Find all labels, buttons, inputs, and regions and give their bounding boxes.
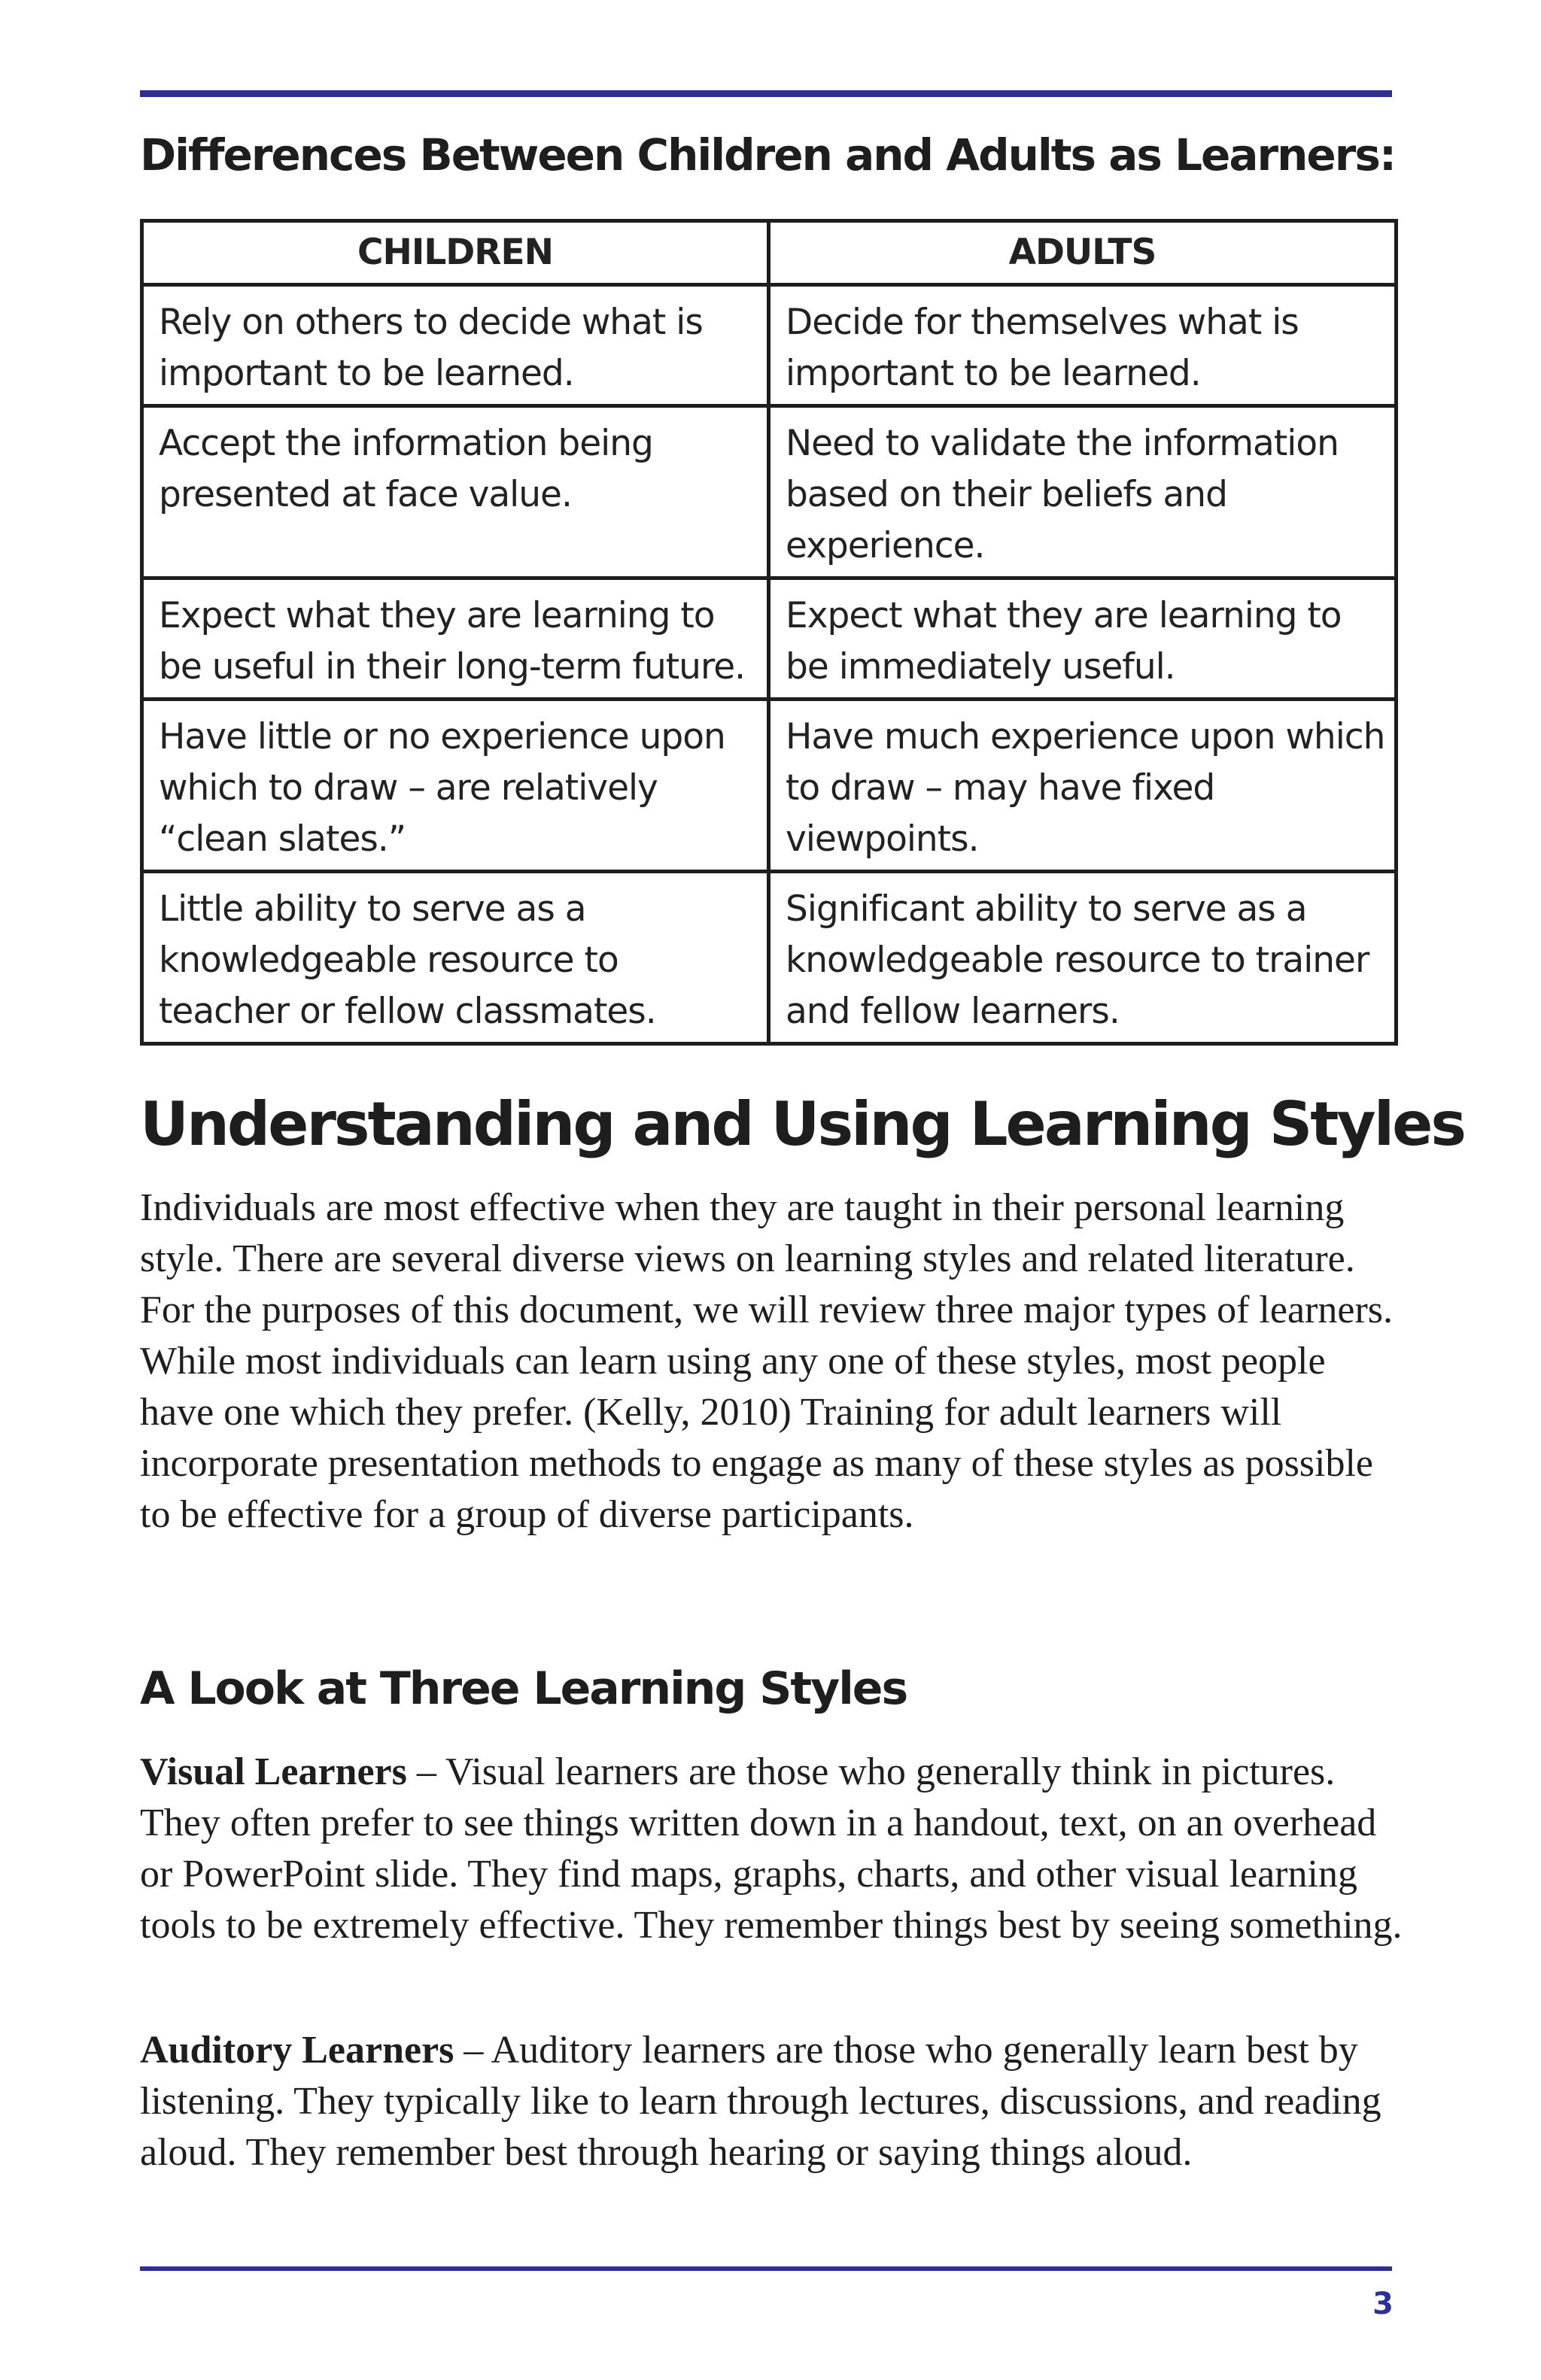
table-cell-adults: Significant ability to serve as a knowledgeable resource to trainer and fellow learners. bbox=[769, 872, 1397, 1044]
table-row bbox=[142, 578, 1397, 700]
top-rule bbox=[140, 90, 1392, 97]
intro-paragraph: Individuals are most effective when they are taught in their personal learning style. There are several diverse views on learning styles and related literature. For the purposes of this document, we will review three major types of learners. While most individuals can learn using any one of these styles, most people have one which they prefer. (Kelly, 2010) Training for adult learners will incorporate presentation methods to engage as many of these styles as possible to be effective for a group of diverse participants. bbox=[140, 1186, 1393, 1536]
header-adults: ADULTS bbox=[769, 221, 1397, 285]
table-title: Differences Between Children and Adults as Learners: bbox=[140, 129, 1396, 181]
table-cell-children: Have little or no experience upon which to draw – are relatively “clean slates.” bbox=[142, 700, 769, 872]
table-cell-adults: Expect what they are learning to be immediately useful. bbox=[769, 578, 1397, 700]
table-row bbox=[142, 285, 1397, 406]
page-number: 3 bbox=[1372, 2287, 1394, 2321]
table-cell-adults: Decide for themselves what is important to be learned. bbox=[769, 285, 1397, 406]
subsection-title: A Look at Three Learning Styles bbox=[140, 1662, 907, 1715]
header-children: CHILDREN bbox=[142, 221, 769, 285]
visual-learners-paragraph bbox=[140, 1747, 1404, 1951]
learners-comparison-table bbox=[140, 219, 1398, 1046]
table-cell-adults: Need to validate the information based on their beliefs and experience. bbox=[769, 406, 1397, 578]
table-cell-adults: Have much experience upon which to draw – may have fixed viewpoints. bbox=[769, 700, 1397, 872]
table-header-row bbox=[142, 221, 1397, 285]
auditory-learners-term: Auditory Learners bbox=[140, 2029, 454, 2072]
table-row bbox=[142, 700, 1397, 872]
table-cell-children: Expect what they are learning to be useful in their long-term future. bbox=[142, 578, 769, 700]
table-cell-children: Little ability to serve as a knowledgeable resource to teacher or fellow classmates. bbox=[142, 872, 769, 1044]
section-title: Understanding and Using Learning Styles bbox=[140, 1089, 1464, 1159]
bottom-rule bbox=[140, 2266, 1392, 2271]
visual-learners-text: – Visual learners are those who generally think in pictures. They often prefer to see things written down in a handout, text, on an overhead or PowerPoint slide. They find maps, graphs, charts, and other visual learning tools to be extremely effective. They remember things best by seeing something. bbox=[140, 1750, 1403, 1947]
table-row bbox=[142, 872, 1397, 1044]
table-cell-children: Rely on others to decide what is important to be learned. bbox=[142, 285, 769, 406]
auditory-learners-paragraph bbox=[140, 2025, 1404, 2178]
table-row bbox=[142, 406, 1397, 578]
table-cell-children: Accept the information being presented at face value. bbox=[142, 406, 769, 578]
auditory-learners-text: – Auditory learners are those who generally learn best by listening. They typically like to learn through lectures, discussions, and reading aloud. They remember best through hearing or saying things aloud. bbox=[140, 2029, 1381, 2174]
visual-learners-term: Visual Learners bbox=[140, 1750, 407, 1793]
